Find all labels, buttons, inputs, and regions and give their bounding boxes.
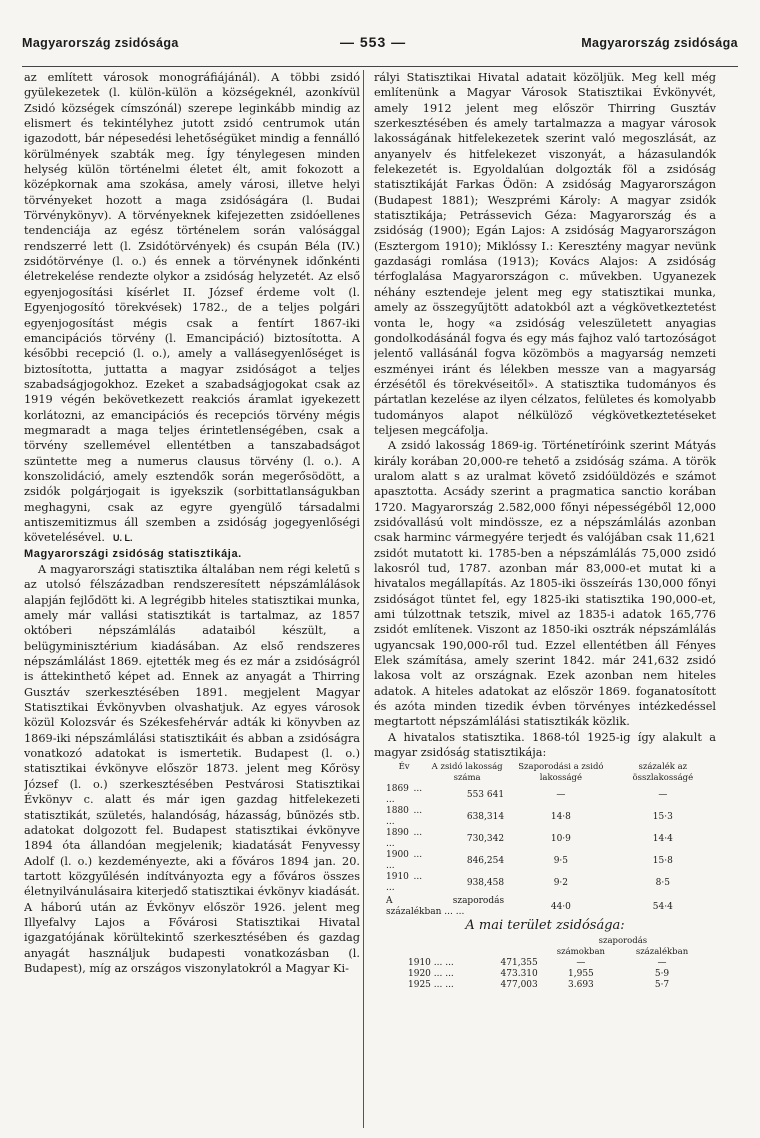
- right-paragraph-3: A hivatalos statisztika. 1868-tól 1925-ig így alakult a magyar zsidóság statisztikája:: [374, 730, 716, 760]
- right-column: [374, 70, 716, 1130]
- table-cell: 1925 ... ...: [408, 979, 454, 990]
- table-row: [382, 872, 712, 894]
- table-cell: —: [556, 789, 566, 800]
- left-paragraph-1: [24, 70, 360, 547]
- statistics-table-1: [382, 762, 712, 918]
- table-1-header: A zsidó lakosság száma: [431, 762, 503, 784]
- column-divider: [363, 70, 364, 1128]
- section-title: Magyarországi zsidóság statisztikája.: [24, 547, 242, 560]
- page-number: — 553 —: [340, 34, 407, 50]
- table-cell: 1910 ... ...: [386, 872, 423, 894]
- table-1-header-row: [382, 762, 712, 784]
- table-cell: 938,458: [466, 877, 505, 888]
- table-cell: 15·3: [652, 811, 673, 822]
- left-column: [24, 70, 360, 1130]
- table-2-header-row: [404, 936, 704, 947]
- table-cell: 5·9: [654, 968, 670, 979]
- table-row: [382, 850, 712, 872]
- header-rule: [22, 66, 738, 67]
- table-cell: 1920 ... ...: [408, 968, 454, 979]
- table-cell: 10·9: [550, 833, 571, 844]
- table-cell: 14·4: [652, 833, 673, 844]
- table-cell: 9·2: [553, 877, 569, 888]
- table-row: [404, 958, 704, 969]
- table-cell: 553 641: [466, 789, 505, 800]
- running-header: [22, 34, 738, 56]
- table-cell: —: [658, 789, 668, 800]
- table-cell: 846,254: [466, 855, 505, 866]
- left-paragraph-1-text: az említett városok monográfiájánál). A többi zsidó gyülekezetek (l. külön-külön a községeknél, azonkívül Zsidó községek címszónál) szerepe leginkább mindig az elismert és tekintélyhez jutott zsidó centrumok után igazodott, bár népesedési lehetőségüket mindig a fennálló körülmények szabták meg. Így ténylegesen minden helység külön történelmi életet élt, amit fokozott a középkornak ama szokása, amely városi, illetve helyi törvényeket hozott a maga zsidóságára (l. Budai Törvénykönyv). A törvényeknek kifejezetten zsidóellenes tendenciája az egész történelem során valósággal rendszerré lett (l. Zsidótörvények) és csupán Béla (IV.) zsidótörvénye (l. o.) és ennek a törvénynek időnkénti életrekelése rendezte olykor a zsidóság helyzetét. Az első egyenjogosítási kísérlet II. József érdeme volt (l. Egyenjogosító törekvések) 1782., de a teljes polgári egyenjogosítást mégis csak a fentírt 1867-iki emancipációs törvény (l. Emancipáció) biztosította. A későbbi recepció (l. o.), amely a vallásegyenlőséget is biztosította, juttatta a magyar zsidóságot a teljes szabadságjogokhoz. Ezeket a szabadságjogokat csak az 1919 végén bekövetkezett reakciós áramlat igyekezett korlátozni, az emancipációs és recepciós törvény mégis megmaradt a maga teljes érintetlenségében, csak a törvény szellemével ellentétben a tanszabadságot szüntette meg a numerus clausus törvény (l. o.). A konszolidáció, amely esztendők során megerősödött, a zsidók polgárjogait is igyekszik (sorbittatlanságukban meghagyni, csak az egyre gyengülő társadalmi antiszemitizmus áll szemben a zsidóság jogegyenlőségi követelésével.: [24, 71, 360, 545]
- table-1-header: százalék az összlakosságé: [632, 762, 694, 784]
- table-cell: 44·0: [550, 901, 571, 912]
- table-cell: 15·8: [652, 855, 673, 866]
- table-cell: 477,003: [500, 979, 538, 990]
- table-cell: 54·4: [652, 901, 673, 912]
- table-cell: 3.693: [568, 979, 594, 990]
- statistics-table-2: [404, 936, 704, 991]
- table-cell: 1910 ... ...: [408, 957, 454, 968]
- table-1-header: Szaporodási a zsidó lakosságé: [518, 762, 604, 784]
- author-signature: U. L.: [113, 533, 133, 544]
- table-cell: 638,314: [466, 811, 505, 822]
- table-cell: —: [576, 957, 586, 968]
- right-paragraph-2: A zsidó lakosság 1869-ig. Történetíróink szerint Mátyás király korában 20,000-re tehető a zsidóság száma. A török uralom alatt s az uralmat követő zsidóüldözés e számot apasztotta. Acsády szerint a pragmatica sanctio korában 1720. Magyarország 2.582,000 főnyi népességéből 12,000 zsidóvallású volt mindössze, ez a népszámlálás azonban csak harminc vármegyére terjedt és valójában csak 11,621 zsidót mutatott ki. 1785-ben a népszámlálás 75,000 zsidó lakosról tud, 1787. azonban már 83,000-et mutat ki a hivatalos megállapítás. Az 1805-iki összeírás 130,000 főnyi zsidóságot tüntet fel, egy 1825-iki statisztika 190,000-et, ami túlzottnak tetszik, mivel az 1835-i adatok 165,776 zsidót említenek. Viszont az 1850-iki osztrák népszámlálás ugyancsak 190,000-ről tud. Ezzel ellentétben áll Fényes Elek számítása, amely szerint 1842. már 241,632 zsidó lakosa volt az országnak. Ezek azonban nem hiteles adatok. A hiteles adatokat az először 1869. foganatosított és azóta minden tizedik évben törvényes intézkedéssel megtartott népszámlálási statisztikák közlik.: [374, 439, 716, 729]
- table-cell: 9·5: [553, 855, 569, 866]
- table-2-header-row: [404, 947, 704, 958]
- right-paragraph-1: rályi Statisztikai Hivatal adatait közöljük. Meg kell még említenünk a Magyar Városok Statisztikai Évkönyvét, amely 1912 jelent meg először Thirring Gusztáv szerkesztésében és amely tartalmazza a magyar városok lakosságának hitfelekezetek szerint való megoszlását, az anyanyelv és hitfelekezet viszonyát, a házasulandók felekezetét is. Egyoldalúan dolgozták föl a zsidóság statisztikáját Farkas Ödön: A zsidóság Magyarországon (Budapest 1881); Weszprémi Károly: A magyar zsidók statisztikája; Petrássevich Géza: Magyarország és a zsidóság (1900); Egán Lajos: A zsidóság Magyarországon (Esztergom 1910); Miklóssy I.: Keresztény magyar nevünk gazdasági romlása (1913); Kovács Alajos: A zsidóság térfoglalása Magyarországon c. művekben. Ugyanezek néhány esztendeje jelent meg egy statisztikai munka, amely az összegyűjtött adatokból azt a végkövetkeztetést vonta le, hogy «a zsidóság veleszületett anyagias gondolkodásánál fogva és egy más fajhoz való tartozóságot jelentő vallásánál fogva közömbös a magyarság nemzeti eszményei iránt és lélekben messze van a magyarság érzésétől és törekvéseitől». A statisztika tudományos és pártatlan kezelése az ilyen célzatos, felületes és komolyabb tudományos alapot nélkülöző végkövetkeztetéseket teljesen megcáfolja.: [374, 71, 716, 437]
- table-1-header: Év: [398, 762, 410, 773]
- table-cell: 730,342: [466, 833, 505, 844]
- table-row: [382, 784, 712, 806]
- table-row: [404, 969, 704, 980]
- table-row: [382, 806, 712, 828]
- table-cell: 1890 ... ...: [386, 828, 423, 850]
- table-cell: 473.310: [500, 968, 538, 979]
- table-2-header: számokban: [556, 946, 605, 957]
- table-cell: 1869 ... ...: [386, 784, 423, 806]
- table-cell: 8·5: [655, 877, 670, 888]
- header-right-title: Magyarország zsidósága: [581, 36, 738, 50]
- header-left-title: Magyarország zsidósága: [22, 36, 179, 50]
- left-paragraph-2: A magyarországi statisztika általában nem régi keletű s az utolsó félszázadban rendszeresített népszámlálások alapján fejlődött ki. A legrégibb hiteles statisztikai munka, amely már vallási statisztikát is tartalmaz, az 1857 októberi népszámlálás adataiból készült, a belügyminisztérium kiadásában. Az első rendszeres népszámlálást 1869. ejtették meg és ez már a zsidóságról is áttekinthető képet ad. Ennek az anyagát a Thirring Gusztáv szerkesztésében 1891. megjelent Magyar Statisztikai Évkönyvben olvashatjuk. Az egyes városok közül Kolozsvár és Székesfehérvár adták ki könyvben az 1869-iki népszámlálási statisztikáit és abban a zsidóságra vonatkozó adatokat is ismertetik. Budapest (l. o.) statisztikai évkönyve először 1873. jelent meg Kőrösy József (l. o.) szerkesztésében Pestvárosi Statisztikai Évkönyv c. alatt és már igen gazdag hitfelekezeti statisztikát, születés, halandóság, házasság, bűnözés stb. adatokat dolgozott fel. Budapest statisztikai évkönyve 1894 óta állandóan megjelenik; kiadatását Fenyvessy Adolf (l. o.) kezdeményezte, aki a főváros 1894 jan. 20. tartott közgyűlésén indítványozta egy a főváros összes életnyilvánulásaira kiterjedő statisztikai évkönyv kiadását. A háború után az Évkönyv először 1926. jelent meg Illyefalvy Lajos a Fővárosi Statisztikai Hivatal igazgatójának körültekintő szerkesztésében és gazdag anyagát használjuk budapesti vonatkozásban (l. Budapest), míg az országos viszonylatokról a Magyar Ki-: [24, 563, 360, 975]
- table-cell: 1,955: [568, 968, 594, 979]
- table-footer-row: [382, 894, 712, 918]
- table-row: [382, 828, 712, 850]
- table-2-header: szaporodás: [598, 935, 648, 946]
- table-row: [404, 980, 704, 991]
- table-cell: 5·7: [654, 979, 670, 990]
- subheading-current-territory: A mai terület zsidósága:: [465, 918, 625, 934]
- table-cell: —: [657, 957, 667, 968]
- table-cell: 1900 ... ...: [386, 850, 423, 872]
- table-cell: 471,355: [500, 957, 538, 968]
- table-cell: 1880 ... ...: [386, 806, 423, 828]
- table-2-header: százalékban: [635, 946, 689, 957]
- table-cell: A szaporodás százalékban ... ...: [386, 896, 505, 918]
- table-cell: 14·8: [550, 811, 571, 822]
